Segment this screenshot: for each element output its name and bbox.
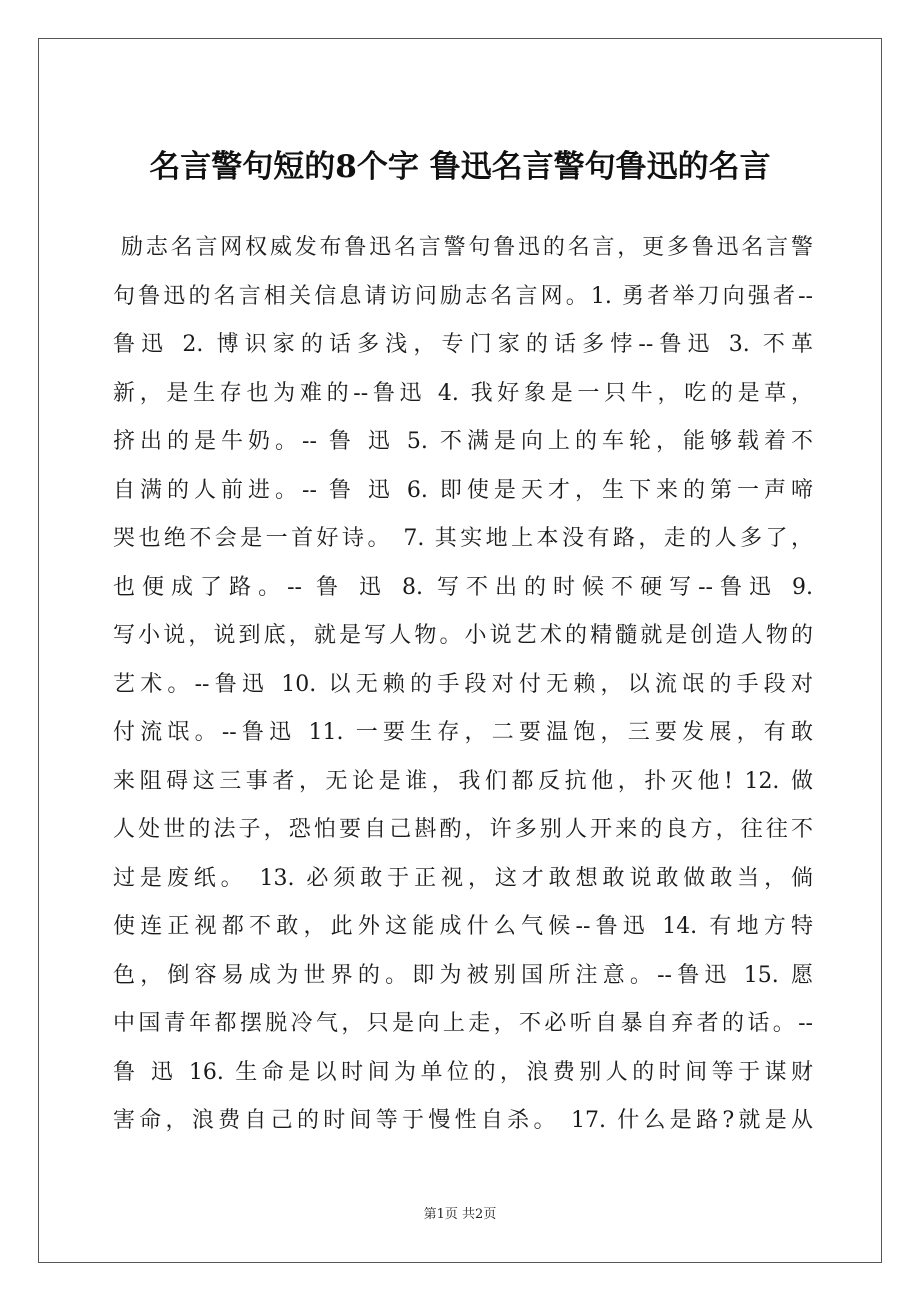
body-line: 新，是生存也为难的--鲁迅 4. 我好象是一只牛，吃的是草， xyxy=(113,380,813,406)
body-line: 励志名言网权威发布鲁迅名言警句鲁迅的名言，更多鲁迅名言警 xyxy=(121,235,813,260)
body-line: 自满的人前进。-- 鲁 迅 6. 即使是天才，生下来的第一声啼 xyxy=(113,477,813,503)
body-line: 艺术。--鲁迅 10. 以无赖的手段对付无赖，以流氓的手段对 xyxy=(113,671,813,697)
body-line: 鲁 迅 16. 生命是以时间为单位的，浪费别人的时间等于谋财 xyxy=(113,1059,813,1085)
body-line: 使连正视都不敢，此外这能成什么气候--鲁迅 14. 有地方特 xyxy=(113,914,813,939)
body-line: 写小说，说到底，就是写人物。小说艺术的精髓就是创造人物的 xyxy=(113,623,813,648)
body-line: 付流氓。--鲁迅 11. 一要生存，二要温饱，三要发展，有敢 xyxy=(113,720,813,745)
body-line: 人处世的法子，恐怕要自己斟酌，许多别人开来的良方，往往不 xyxy=(113,817,813,842)
body-line: 哭也绝不会是一首好诗。 7. 其实地上本没有路，走的人多了， xyxy=(113,526,813,551)
body-line: 鲁迅 2. 博识家的话多浅，专门家的话多悖--鲁迅 3. 不革 xyxy=(113,332,813,357)
body-line: 也便成了路。-- 鲁 迅 8. 写不出的时候不硬写--鲁迅 9. xyxy=(113,574,813,600)
document-title: 名言警句短的8个字 鲁迅名言警句鲁迅的名言 xyxy=(149,149,771,185)
body-line: 中国青年都摆脱冷气，只是向上走，不必听自暴自弃者的话。-- xyxy=(113,1011,813,1036)
body-line: 害命，浪费自己的时间等于慢性自杀。 17. 什么是路?就是从 xyxy=(113,1108,813,1133)
body-line: 挤出的是牛奶。-- 鲁 迅 5. 不满是向上的车轮，能够载着不 xyxy=(113,429,813,454)
document-body xyxy=(113,224,813,1146)
body-line: 来阻碍这三事者，无论是谁，我们都反抗他，扑灭他! 12. 做 xyxy=(113,768,813,794)
body-line: 句鲁迅的名言相关信息请访问励志名言网。1. 勇者举刀向强者-- xyxy=(113,283,813,309)
body-line: 色，倒容易成为世界的。即为被别国所注意。--鲁迅 15. 愿 xyxy=(113,962,813,988)
body-line: 过是废纸。 13. 必须敢于正视，这才敢想敢说敢做敢当，倘 xyxy=(113,865,813,891)
page-number-footer: 第1页 共2页 xyxy=(423,1207,497,1222)
